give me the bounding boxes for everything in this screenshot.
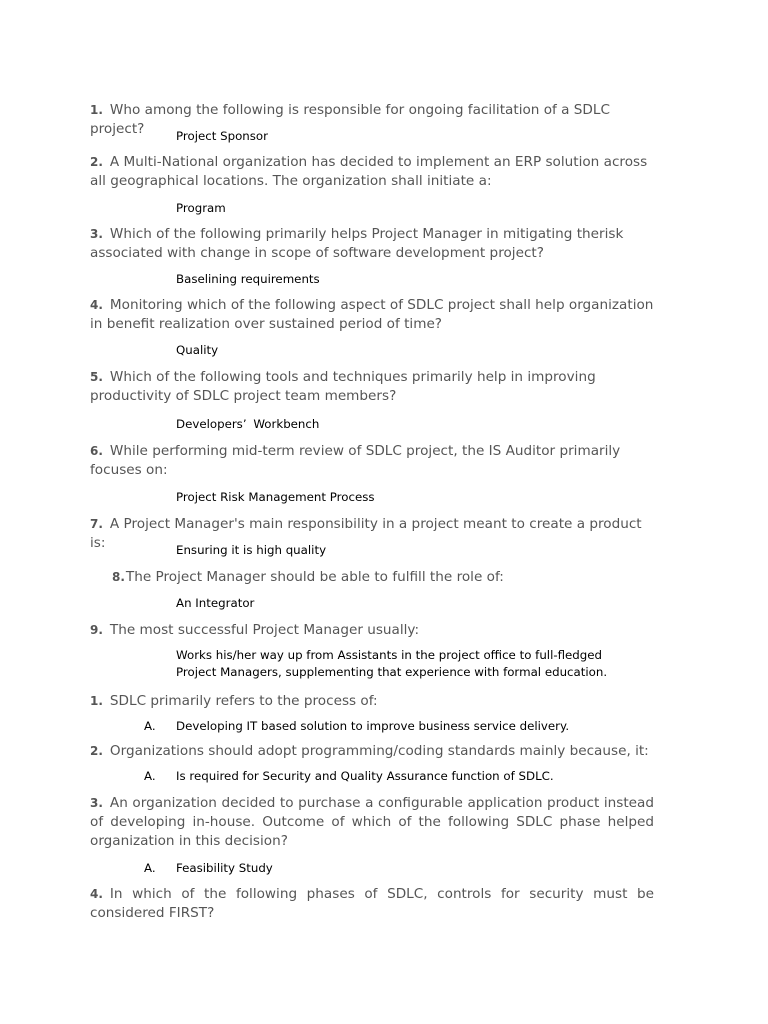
question-number: 4. xyxy=(90,298,103,312)
section2-answer-1 xyxy=(144,718,569,735)
question-number: 6. xyxy=(90,444,103,458)
question-number: 3. xyxy=(90,227,103,241)
question-text: A Project Manager's main responsibility in a project meant to create a product is: xyxy=(90,516,642,551)
answer-2: Program xyxy=(176,201,226,215)
question-8 xyxy=(112,568,652,587)
answer-3: Baselining requirements xyxy=(176,272,320,286)
answer-4: Quality xyxy=(176,343,219,357)
question-number: 2. xyxy=(90,155,103,169)
answer-1: Project Sponsor xyxy=(176,129,268,143)
question-text: The most successful Project Manager usually: xyxy=(109,622,420,638)
section2-question-4 xyxy=(90,885,654,923)
question-text: SDLC primarily refers to the process of: xyxy=(109,693,378,709)
question-number: 4. xyxy=(90,887,103,901)
question-9 xyxy=(90,621,655,640)
question-text: Which of the following tools and techniques primarily help in improving productivity of SDLC project team members? xyxy=(90,369,596,404)
question-number: 1. xyxy=(90,694,103,708)
question-text: While performing mid-term review of SDLC project, the IS Auditor primarily focuses on: xyxy=(90,443,621,478)
option-letter: A. xyxy=(144,769,156,783)
question-2 xyxy=(90,153,655,191)
option-text: Feasibility Study xyxy=(176,861,273,875)
option-letter: A. xyxy=(144,861,156,875)
question-text: A Multi-National organization has decided to implement an ERP solution across all geographical locations. The organization shall initiate a: xyxy=(90,154,648,189)
option-letter: A. xyxy=(144,719,156,733)
section2-answer-3 xyxy=(144,860,273,877)
section2-question-2 xyxy=(90,742,655,761)
question-text: In which of the following phases of SDLC, controls for security must be considered FIRST? xyxy=(90,886,654,921)
question-6 xyxy=(90,442,655,480)
question-3 xyxy=(90,225,655,263)
question-number: 7. xyxy=(90,517,103,531)
question-text: Who among the following is responsible for ongoing facilitation of a SDLC project? xyxy=(90,102,610,137)
answer-7: Ensuring it is high quality xyxy=(176,543,327,557)
question-number: 5. xyxy=(90,370,103,384)
question-number: 9. xyxy=(90,623,103,637)
answer-5: Developers’ Workbench xyxy=(176,417,320,431)
question-5 xyxy=(90,368,655,406)
question-text: Organizations should adopt programming/coding standards mainly because, it: xyxy=(109,743,649,759)
answer-8: An Integrator xyxy=(176,596,255,610)
answer-6: Project Risk Management Process xyxy=(176,490,375,504)
question-text: Monitoring which of the following aspect of SDLC project shall help organization in benefit realization over sustained period of time? xyxy=(90,297,654,332)
question-number: 1. xyxy=(90,103,103,117)
question-number: 2. xyxy=(90,744,103,758)
question-text: The Project Manager should be able to fulfill the role of: xyxy=(125,569,504,585)
section2-question-1 xyxy=(90,692,655,711)
question-text: Which of the following primarily helps Project Manager in mitigating therisk associated with change in scope of software development project? xyxy=(90,226,624,261)
question-4 xyxy=(90,296,655,334)
answer-9: Works his/her way up from Assistants in the project office to full-fledged Project Managers, supplementing that experience with formal education. xyxy=(176,648,608,679)
section2-question-3 xyxy=(90,794,654,851)
question-number: 3. xyxy=(90,796,103,810)
option-text: Is required for Security and Quality Assurance function of SDLC. xyxy=(176,769,554,783)
section2-answer-2 xyxy=(144,768,554,785)
option-text: Developing IT based solution to improve business service delivery. xyxy=(176,719,570,733)
question-text: An organization decided to purchase a configurable application product instead of developing in-house. Outcome of which of the following SDLC phase helped organization in this decision? xyxy=(90,795,654,849)
question-number: 8. xyxy=(112,570,125,584)
